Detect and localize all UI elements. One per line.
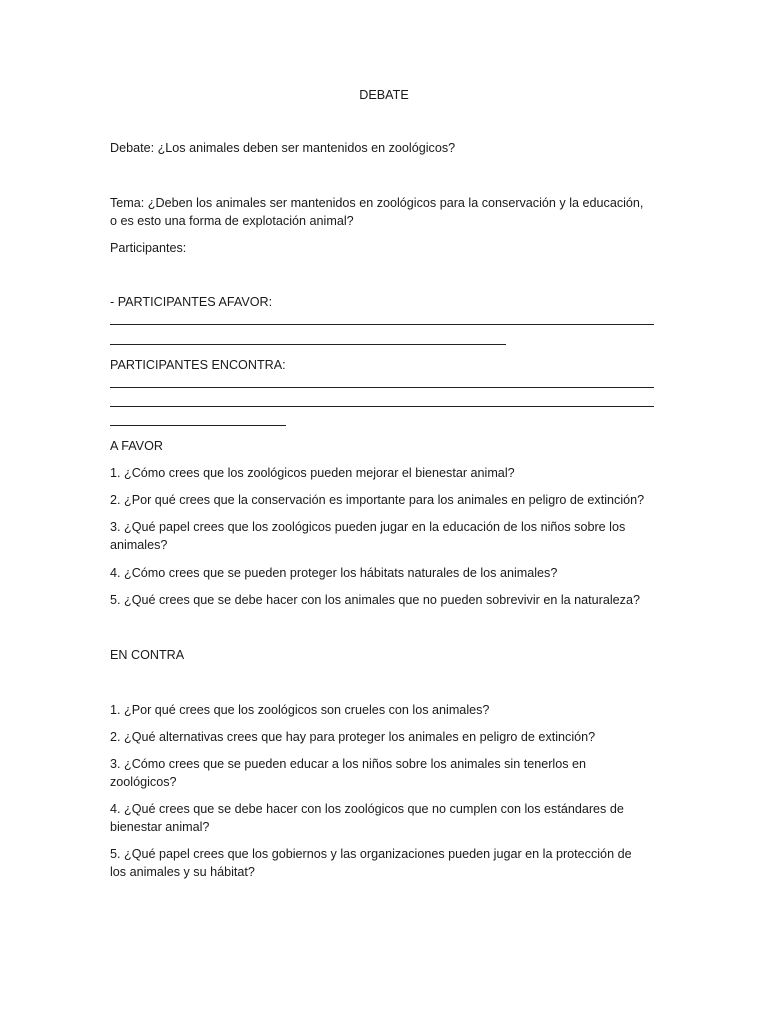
en-contra-question-4-line-1: 4. ¿Qué crees que se debe hacer con los zoológicos que no cumplen con los estándares de bbox=[110, 802, 624, 816]
en-contra-heading: EN CONTRA bbox=[110, 648, 185, 662]
en-contra-question-1: 1. ¿Por qué crees que los zoológicos son crueles con los animales? bbox=[110, 703, 490, 717]
a-favor-heading: A FAVOR bbox=[110, 439, 163, 453]
a-favor-question-3-line-2: animales? bbox=[110, 538, 168, 552]
a-favor-question-4: 4. ¿Cómo crees que se pueden proteger los hábitats naturales de los animales? bbox=[110, 566, 558, 580]
en-contra-question-4-line-2: bienestar animal? bbox=[110, 820, 210, 834]
encontra-blank-line-3 bbox=[110, 425, 286, 426]
tema-line-1: Tema: ¿Deben los animales ser mantenidos en zoológicos para la conservación y la educación, bbox=[110, 196, 644, 210]
a-favor-question-5: 5. ¿Qué crees que se debe hacer con los animales que no pueden sobrevivir en la naturaleza? bbox=[110, 593, 640, 607]
participantes-label: Participantes: bbox=[110, 241, 187, 255]
en-contra-question-5-line-1: 5. ¿Qué papel crees que los gobiernos y las organizaciones pueden jugar en la protección de bbox=[110, 847, 632, 861]
en-contra-question-3-line-2: zoológicos? bbox=[110, 775, 177, 789]
participantes-encontra-label: PARTICIPANTES ENCONTRA: bbox=[110, 358, 286, 372]
tema-line-2: o es esto una forma de explotación animal? bbox=[110, 214, 354, 228]
en-contra-question-2: 2. ¿Qué alternativas crees que hay para proteger los animales en peligro de extinción? bbox=[110, 730, 596, 744]
encontra-blank-line-2 bbox=[110, 406, 654, 407]
afavor-blank-line-1 bbox=[110, 324, 654, 325]
encontra-blank-line-1 bbox=[110, 387, 654, 388]
a-favor-question-1: 1. ¿Cómo crees que los zoológicos pueden mejorar el bienestar animal? bbox=[110, 466, 515, 480]
en-contra-question-5-line-2: los animales y su hábitat? bbox=[110, 865, 255, 879]
document-title: DEBATE bbox=[359, 88, 409, 102]
debate-question: Debate: ¿Los animales deben ser mantenidos en zoológicos? bbox=[110, 141, 456, 155]
a-favor-question-3-line-1: 3. ¿Qué papel crees que los zoológicos pueden jugar en la educación de los niños sobre los bbox=[110, 520, 626, 534]
participantes-afavor-label: - PARTICIPANTES AFAVOR: bbox=[110, 295, 273, 309]
a-favor-question-2: 2. ¿Por qué crees que la conservación es importante para los animales en peligro de extinción? bbox=[110, 493, 645, 507]
en-contra-question-3-line-1: 3. ¿Cómo crees que se pueden educar a los niños sobre los animales sin tenerlos en bbox=[110, 757, 587, 771]
afavor-blank-line-2 bbox=[110, 344, 506, 345]
